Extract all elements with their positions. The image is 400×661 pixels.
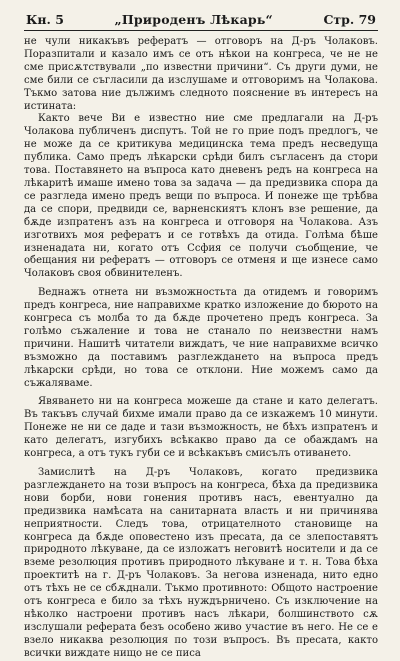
paragraph-4: Явяването ни на конгреса можеше да стане и като делегатъ. Въ такъвъ случай бихме имали право да се изкажемъ 10 минути. Понеже не ни се даде и тази възможность, не бѣхъ изпратенъ и като делегатъ, изгубихъ всѣкакво право да се обаждамъ на конгреса, а отъ тукъ губи се и всѣкакъвъ смисълъ отиването.: [24, 396, 378, 460]
journal-title: „Природенъ Лѣкарь“: [114, 12, 273, 27]
paragraph-2: Както вече Ви е известно ние сме предлагали на Д-ръ Чолакова публиченъ диспутъ. Той не го прие подъ предлогъ, че не може да се критикува медицинска тема предъ несведуща публика. Само предъ лѣкарски срѣди билъ съгласенъ да стори това. Поставянето на въпроса като дневенъ редъ на конгреса на лѣкаритѣ имаше имено това за задача — да предизвика спора да се разгледа имено предъ вещи по въпроса. И понеже ще трѣбва да се спори, предвиди се, варненскиятъ клонъ взе решение, да бѫде изпратенъ азъ на конгреса и отговоря на Чолакова. Азъ изготвихъ моя рефератъ и се готвѣхъ да отида. Голѣма бѣше изненадата ни, когато отъ Ссфия се получи съобщение, че обещания ни рефератъ — отговоръ се отменя и ще изнесе само Чолаковъ своя обвинителенъ.: [24, 113, 378, 280]
paragraph-3: Веднажъ отнета ни възможностьта да отидемъ и говоримъ предъ конгреса, ние направихме кратко изложение до бюрото на конгреса съ молба то да бѫде прочетено предъ конгреса. За голѣмо съжаление и това не станало по неизвестни намъ причини. Нашитѣ читатели виждатъ, че ние направихме всичко възможно да поставимъ разглеждането на въпроса предъ лѣкарски срѣди, но това се отклони. Ние можемъ само да съжаляваме.: [24, 287, 378, 389]
article-body: [24, 36, 378, 661]
page-number: Стр. 79: [323, 12, 376, 27]
paragraph-1: не чули никакъвъ рефератъ — отговоръ на Д-ръ Чолаковъ. Поразпитали и казало имъ се отъ нѣкои на конгреса, че не не сме присѫтствували „по известни причини“. Съ други думи, не сме били се съгласили да изслушаме и отговоримъ на Чолакова. Тъкмо затова ние дължимъ следното пояснение въ интересъ на истината:: [24, 36, 378, 112]
paragraph-5: Замислитѣ на Д-ръ Чолаковъ, когато предизвика разглеждането на този въпросъ на конгреса, бѣха да предизвика нови борби, нови гонения противъ насъ, евентуално да предизвика намѣсата на санитарната власть и ни причинява неприятности. Следъ това, отрицателното становище на конгреса да бѫде оповестено изъ пресата, да се злепоставятъ природното лѣкуване, да се изложатъ неговитѣ носители и да се вземе резолюция противъ природното лѣкуване и т. н. Това бѣха проектитѣ на г. Д-ръ Чолаковъ. За негова изненада, нито едно отъ тѣхъ не се сбѫднали. Тъкмо противното: Общото настроение отъ конгреса е било за тѣхъ нуждърничено. Съ изключение на нѣколко настроени противъ насъ лѣкари, болшинството сѫ изслушали реферата безъ особено живо участие въ него. Не се е взело никаква резолюция по този въпросъ. Въ пресата, както всички виждате нищо не се писа: [24, 467, 378, 659]
issue-number: Кн. 5: [26, 12, 64, 27]
page-header: [24, 12, 378, 31]
